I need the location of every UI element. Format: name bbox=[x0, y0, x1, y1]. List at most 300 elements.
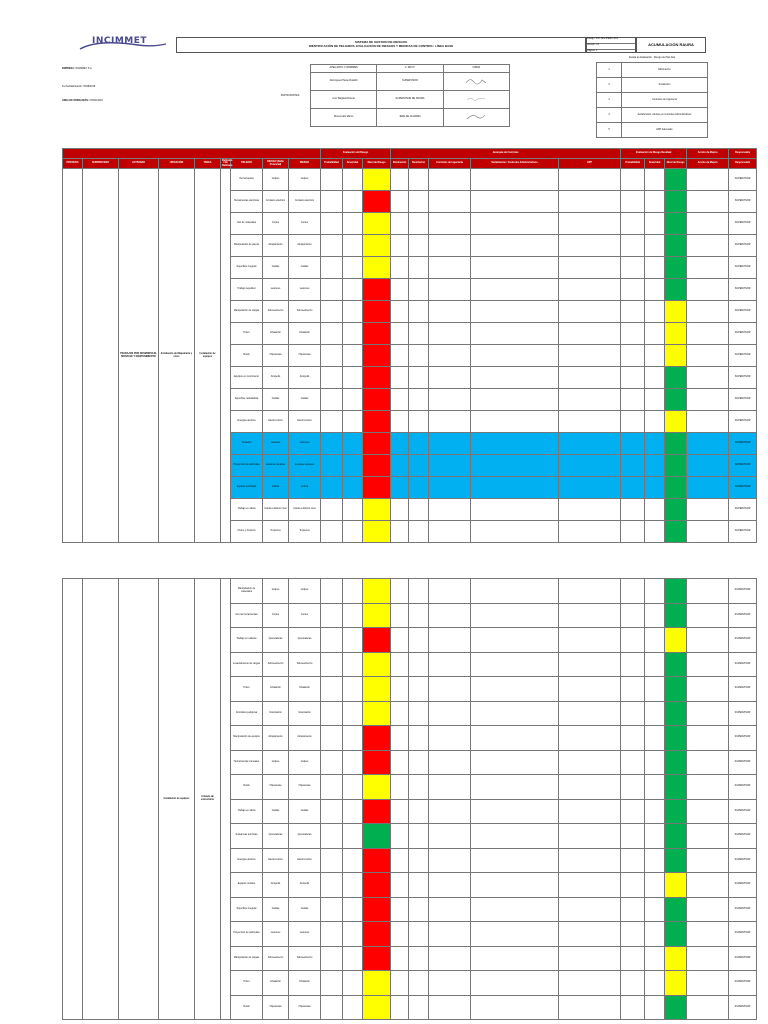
cell-ppe bbox=[559, 897, 621, 922]
cell-risk: Atrapamiento bbox=[263, 726, 289, 751]
cell-elimination bbox=[391, 775, 409, 800]
cell-engineering bbox=[429, 922, 471, 947]
cell-res-level bbox=[665, 750, 687, 775]
cell-engineering bbox=[429, 169, 471, 191]
cell-risk-type: Golpes bbox=[289, 579, 321, 604]
participant-signature bbox=[443, 91, 509, 109]
cell-probability bbox=[321, 345, 343, 367]
cell-severity bbox=[343, 257, 363, 279]
cell-risk: Atrapamiento bbox=[263, 235, 289, 257]
cell-responsible: SUPERVISOR bbox=[729, 345, 757, 367]
date-label: Fecha Elaboración: bbox=[62, 85, 83, 88]
cell-risk: Hipoacusia bbox=[263, 995, 289, 1020]
cell-engineering bbox=[429, 971, 471, 996]
cell-risk-level bbox=[363, 799, 391, 824]
cell-res-probability bbox=[621, 345, 645, 367]
area-row bbox=[62, 100, 222, 103]
cell-risk: Asfixia bbox=[263, 477, 289, 499]
cell-engineering bbox=[429, 279, 471, 301]
cell-severity bbox=[343, 579, 363, 604]
cell-probability bbox=[321, 824, 343, 849]
legend-title: Escala de Evaluación - Riesgo de Plan Alta bbox=[629, 56, 675, 59]
cell-risk-type: Cortes bbox=[289, 213, 321, 235]
cell-responsible: SUPERVISOR bbox=[729, 235, 757, 257]
cell-elimination bbox=[391, 824, 409, 849]
cell-risk-type: Hipoacusia bbox=[289, 775, 321, 800]
cell-improvement bbox=[687, 213, 729, 235]
cell-improvement bbox=[687, 477, 729, 499]
cell-probability bbox=[321, 848, 343, 873]
cell-risk: Lesiones bbox=[263, 279, 289, 301]
cell-res-severity bbox=[645, 521, 665, 543]
cell-improvement bbox=[687, 946, 729, 971]
cell-admin-controls bbox=[471, 652, 559, 677]
cell-res-probability bbox=[621, 367, 645, 389]
cell-ppe bbox=[559, 652, 621, 677]
cell-responsible: SUPERVISOR bbox=[729, 191, 757, 213]
cell-res-probability bbox=[621, 848, 645, 873]
cell-risk-level bbox=[363, 848, 391, 873]
cell-elimination bbox=[391, 628, 409, 653]
cell-substitution bbox=[409, 701, 429, 726]
cell-engineering bbox=[429, 873, 471, 898]
cell-severity bbox=[343, 521, 363, 543]
cell-probability bbox=[321, 389, 343, 411]
cell-hazard: Superficie irregular bbox=[231, 897, 263, 922]
legend-num: 1 bbox=[597, 63, 622, 78]
company-logo bbox=[78, 36, 176, 56]
cell-improvement bbox=[687, 191, 729, 213]
cell-hazard: Herramientas eléctricas bbox=[231, 191, 263, 213]
column-header: PROCESO bbox=[63, 159, 83, 169]
participant-name: Moncerrato Marco bbox=[311, 109, 377, 127]
cell-probability bbox=[321, 279, 343, 301]
cell-improvement bbox=[687, 726, 729, 751]
cell-risk-type: Inhalación bbox=[289, 677, 321, 702]
cell-ppe bbox=[559, 301, 621, 323]
cell-risk-type: Caída a distinto nivel bbox=[289, 499, 321, 521]
document-title-line1: SISTEMA DE GESTION DE RIESGOS bbox=[354, 40, 408, 45]
cell-hazard: Manipulación de equipos bbox=[231, 726, 263, 751]
group-risk-eval: Evaluación del Riesgo bbox=[321, 149, 391, 159]
cell-risk-type: Contacto eléctrico bbox=[289, 191, 321, 213]
cell-probability bbox=[321, 897, 343, 922]
cell-admin-controls bbox=[471, 677, 559, 702]
cell-improvement bbox=[687, 389, 729, 411]
cell-activity bbox=[119, 579, 159, 1020]
cell-admin-controls bbox=[471, 279, 559, 301]
column-header: Probabilidad bbox=[621, 159, 645, 169]
cell-risk-type: Sobreesfuerzo bbox=[289, 946, 321, 971]
cell-risk-type: Inhalación bbox=[289, 971, 321, 996]
cell-probability bbox=[321, 367, 343, 389]
cell-ppe bbox=[559, 824, 621, 849]
cell-responsible: SUPERVISOR bbox=[729, 301, 757, 323]
cell-elimination bbox=[391, 411, 409, 433]
cell-activity: TRABAJOS POR DESMONTAJE, MONTAJE Y MANTENIMIENTO bbox=[119, 169, 159, 543]
cell-engineering bbox=[429, 897, 471, 922]
cell-risk: Lesiones oculares bbox=[263, 455, 289, 477]
cell-admin-controls bbox=[471, 521, 559, 543]
cell-hazard: Manipulación de piezas bbox=[231, 235, 263, 257]
area-label: ÁREA DE OPERACIÓN: bbox=[62, 99, 89, 102]
cell-res-level bbox=[665, 213, 687, 235]
cell-risk: Quemaduras bbox=[263, 628, 289, 653]
participant-signature bbox=[443, 109, 509, 127]
cell-res-severity bbox=[645, 433, 665, 455]
cell-task: Armado de estructuras bbox=[195, 579, 221, 1020]
column-header: RIESGO bbox=[289, 159, 321, 169]
cell-substitution bbox=[409, 579, 429, 604]
cell-risk: Sobreesfuerzo bbox=[263, 652, 289, 677]
cell-hazard: Levantamiento de cargas bbox=[231, 652, 263, 677]
cell-elimination bbox=[391, 521, 409, 543]
cell-severity bbox=[343, 848, 363, 873]
legend-num: 4 bbox=[597, 108, 622, 123]
cell-improvement bbox=[687, 235, 729, 257]
cell-severity bbox=[343, 946, 363, 971]
cell-risk-type: Caídas bbox=[289, 257, 321, 279]
matrix-group-blank bbox=[63, 149, 321, 159]
cell-improvement bbox=[687, 345, 729, 367]
cell-res-severity bbox=[645, 677, 665, 702]
cell-risk-type: Golpes bbox=[289, 750, 321, 775]
cell-res-severity bbox=[645, 726, 665, 751]
cell-probability bbox=[321, 922, 343, 947]
cell-improvement bbox=[687, 922, 729, 947]
cell-risk-level bbox=[363, 323, 391, 345]
cell-elimination bbox=[391, 433, 409, 455]
column-header: TAREA bbox=[195, 159, 221, 169]
matrix-body-page-2 bbox=[63, 579, 757, 1020]
cell-risk: Sobreesfuerzo bbox=[263, 301, 289, 323]
cell-severity bbox=[343, 897, 363, 922]
version-line: Versión: 01 bbox=[587, 44, 635, 50]
cell-elimination bbox=[391, 652, 409, 677]
cell-improvement bbox=[687, 279, 729, 301]
cell-admin-controls bbox=[471, 367, 559, 389]
cell-severity bbox=[343, 677, 363, 702]
cell-hazard: Uso de materiales bbox=[231, 213, 263, 235]
cell-elimination bbox=[391, 603, 409, 628]
cell-risk: Lesiones bbox=[263, 922, 289, 947]
cell-res-severity bbox=[645, 257, 665, 279]
cell-res-severity bbox=[645, 235, 665, 257]
cell-substitution bbox=[409, 411, 429, 433]
cell-admin-controls bbox=[471, 946, 559, 971]
cell-admin-controls bbox=[471, 775, 559, 800]
cell-substitution bbox=[409, 873, 429, 898]
cell-routine bbox=[221, 169, 231, 543]
cell-res-level bbox=[665, 169, 687, 191]
cell-risk-type: Atropello bbox=[289, 873, 321, 898]
cell-elimination bbox=[391, 922, 409, 947]
cell-responsible: SUPERVISOR bbox=[729, 750, 757, 775]
cell-risk-type: Atropello bbox=[289, 367, 321, 389]
cell-risk: Intoxicación bbox=[263, 701, 289, 726]
cell-process bbox=[63, 169, 83, 543]
cell-engineering bbox=[429, 652, 471, 677]
cell-risk-type: Golpes bbox=[289, 169, 321, 191]
cell-ppe bbox=[559, 922, 621, 947]
cell-res-severity bbox=[645, 995, 665, 1020]
cell-improvement bbox=[687, 257, 729, 279]
cell-elimination bbox=[391, 235, 409, 257]
participant-signature bbox=[443, 73, 509, 91]
cell-probability bbox=[321, 301, 343, 323]
cell-hazard: Atmósfera peligrosa bbox=[231, 701, 263, 726]
cell-probability bbox=[321, 169, 343, 191]
cell-improvement bbox=[687, 652, 729, 677]
cell-admin-controls bbox=[471, 389, 559, 411]
cell-risk: Electrocución bbox=[263, 848, 289, 873]
cell-res-severity bbox=[645, 411, 665, 433]
cell-res-probability bbox=[621, 389, 645, 411]
cell-ppe bbox=[559, 433, 621, 455]
cell-risk: Caída a distinto nivel bbox=[263, 499, 289, 521]
cell-admin-controls bbox=[471, 824, 559, 849]
cell-substitution bbox=[409, 191, 429, 213]
cell-improvement bbox=[687, 897, 729, 922]
cell-risk-level bbox=[363, 897, 391, 922]
cell-severity bbox=[343, 367, 363, 389]
cell-res-probability bbox=[621, 701, 645, 726]
cell-ppe bbox=[559, 971, 621, 996]
group-residual: Evaluación de Riesgo Residual bbox=[621, 149, 687, 159]
cell-elimination bbox=[391, 323, 409, 345]
cell-substitution bbox=[409, 301, 429, 323]
cell-res-probability bbox=[621, 257, 645, 279]
cell-hazard: Herramientas bbox=[231, 169, 263, 191]
date-value: 25/08/2018 bbox=[83, 85, 96, 88]
cell-res-probability bbox=[621, 750, 645, 775]
cell-hazard: Ruido bbox=[231, 995, 263, 1020]
column-header: Nivel de Riesgo bbox=[665, 159, 687, 169]
cell-res-probability bbox=[621, 477, 645, 499]
cell-res-severity bbox=[645, 873, 665, 898]
column-header: Severidad bbox=[343, 159, 363, 169]
cell-improvement bbox=[687, 521, 729, 543]
table-row bbox=[63, 579, 757, 604]
cell-elimination bbox=[391, 848, 409, 873]
cell-res-level bbox=[665, 922, 687, 947]
cell-admin-controls bbox=[471, 191, 559, 213]
column-header: EPP bbox=[559, 159, 621, 169]
cell-res-probability bbox=[621, 603, 645, 628]
cell-risk-type: Asfixia bbox=[289, 477, 321, 499]
column-header: SUBPROCESO bbox=[83, 159, 119, 169]
cell-ppe bbox=[559, 677, 621, 702]
cell-substitution bbox=[409, 971, 429, 996]
legend-label: EPP Adecuado bbox=[622, 123, 708, 138]
cell-res-severity bbox=[645, 477, 665, 499]
cell-hazard: Equipos en movimiento bbox=[231, 367, 263, 389]
cell-probability bbox=[321, 677, 343, 702]
cell-engineering bbox=[429, 213, 471, 235]
cell-risk-type: Lesiones bbox=[289, 922, 321, 947]
cell-probability bbox=[321, 213, 343, 235]
cell-admin-controls bbox=[471, 995, 559, 1020]
matrix-body-page-1 bbox=[63, 169, 757, 543]
column-header: Severidad bbox=[645, 159, 665, 169]
cell-substitution bbox=[409, 628, 429, 653]
project-name: ACUMULACIÓN RAURA bbox=[636, 37, 706, 53]
cell-risk-type: Quemaduras bbox=[289, 628, 321, 653]
company-value: INCIMMET S.A. bbox=[75, 67, 93, 70]
cell-res-probability bbox=[621, 433, 645, 455]
cell-res-severity bbox=[645, 169, 665, 191]
cell-res-level bbox=[665, 824, 687, 849]
cell-risk-level bbox=[363, 775, 391, 800]
cell-responsible: SUPERVISOR bbox=[729, 824, 757, 849]
cell-risk-level bbox=[363, 499, 391, 521]
cell-res-severity bbox=[645, 191, 665, 213]
cell-elimination bbox=[391, 477, 409, 499]
cell-ppe bbox=[559, 579, 621, 604]
cell-hazard: Herramientas manuales bbox=[231, 750, 263, 775]
cell-probability bbox=[321, 603, 343, 628]
cell-severity bbox=[343, 389, 363, 411]
cell-severity bbox=[343, 301, 363, 323]
cell-substitution bbox=[409, 603, 429, 628]
cell-ppe bbox=[559, 521, 621, 543]
cell-risk-type: Lesiones oculares bbox=[289, 455, 321, 477]
cell-risk-level bbox=[363, 235, 391, 257]
column-header: Rutinaria / No Rutinaria bbox=[222, 158, 233, 167]
cell-res-severity bbox=[645, 279, 665, 301]
cell-responsible: SUPERVISOR bbox=[729, 323, 757, 345]
cell-engineering bbox=[429, 301, 471, 323]
cell-substitution bbox=[409, 433, 429, 455]
cell-res-level bbox=[665, 235, 687, 257]
cell-improvement bbox=[687, 824, 729, 849]
cell-risk-level bbox=[363, 521, 391, 543]
cell-elimination bbox=[391, 257, 409, 279]
legend-label: Sustitución bbox=[622, 78, 708, 93]
cell-res-probability bbox=[621, 799, 645, 824]
cell-responsible: SUPERVISOR bbox=[729, 521, 757, 543]
cell-severity bbox=[343, 235, 363, 257]
cell-elimination bbox=[391, 750, 409, 775]
cell-res-level bbox=[665, 433, 687, 455]
cell-risk: Caídas bbox=[263, 897, 289, 922]
cell-res-severity bbox=[645, 628, 665, 653]
cell-hazard: Energía eléctrica bbox=[231, 411, 263, 433]
cell-probability bbox=[321, 628, 343, 653]
cell-ppe bbox=[559, 848, 621, 873]
cell-improvement bbox=[687, 995, 729, 1020]
cell-risk-level bbox=[363, 946, 391, 971]
cell-responsible: SUPERVISOR bbox=[729, 701, 757, 726]
cell-risk: Inhalación bbox=[263, 677, 289, 702]
cell-responsible: SUPERVISOR bbox=[729, 652, 757, 677]
cell-risk-level bbox=[363, 873, 391, 898]
participants-col-dni: C. DNI N° bbox=[377, 65, 443, 73]
cell-res-severity bbox=[645, 345, 665, 367]
cell-probability bbox=[321, 235, 343, 257]
cell-severity bbox=[343, 477, 363, 499]
cell-risk-type: Cortes bbox=[289, 603, 321, 628]
cell-responsible: SUPERVISOR bbox=[729, 279, 757, 301]
cell-responsible: SUPERVISOR bbox=[729, 169, 757, 191]
participants-table bbox=[310, 64, 510, 127]
cell-substitution bbox=[409, 235, 429, 257]
cell-improvement bbox=[687, 848, 729, 873]
cell-elimination bbox=[391, 455, 409, 477]
cell-risk-level bbox=[363, 677, 391, 702]
cell-subprocess bbox=[83, 169, 119, 543]
cell-severity bbox=[343, 995, 363, 1020]
cell-improvement bbox=[687, 579, 729, 604]
cell-admin-controls bbox=[471, 848, 559, 873]
legend-label: Eliminación bbox=[622, 63, 708, 78]
legend-label: Señalización, Alertas y/o Controles Administrativos bbox=[622, 108, 708, 123]
cell-severity bbox=[343, 169, 363, 191]
cell-risk-type: Sobreesfuerzo bbox=[289, 652, 321, 677]
cell-substitution bbox=[409, 455, 429, 477]
cell-admin-controls bbox=[471, 213, 559, 235]
cell-engineering bbox=[429, 521, 471, 543]
cell-subprocess bbox=[83, 579, 119, 1020]
cell-responsible: SUPERVISOR bbox=[729, 213, 757, 235]
cell-res-level bbox=[665, 499, 687, 521]
cell-risk-level bbox=[363, 477, 391, 499]
cell-risk-type: Hipoacusia bbox=[289, 995, 321, 1020]
cell-improvement bbox=[687, 455, 729, 477]
cell-res-severity bbox=[645, 922, 665, 947]
cell-engineering bbox=[429, 455, 471, 477]
cell-res-level bbox=[665, 946, 687, 971]
cell-probability bbox=[321, 971, 343, 996]
cell-severity bbox=[343, 775, 363, 800]
cell-engineering bbox=[429, 257, 471, 279]
cell-substitution bbox=[409, 922, 429, 947]
cell-engineering bbox=[429, 235, 471, 257]
cell-probability bbox=[321, 433, 343, 455]
legend-num: 3 bbox=[597, 93, 622, 108]
cell-elimination bbox=[391, 367, 409, 389]
cell-hazard: Uso de herramientas bbox=[231, 603, 263, 628]
cell-severity bbox=[343, 323, 363, 345]
cell-risk-level bbox=[363, 455, 391, 477]
cell-admin-controls bbox=[471, 603, 559, 628]
cell-risk: Cortes bbox=[263, 213, 289, 235]
cell-res-severity bbox=[645, 897, 665, 922]
cell-ppe bbox=[559, 873, 621, 898]
cell-risk-level bbox=[363, 652, 391, 677]
cell-res-probability bbox=[621, 775, 645, 800]
cell-severity bbox=[343, 750, 363, 775]
cell-elimination bbox=[391, 279, 409, 301]
cell-engineering bbox=[429, 603, 471, 628]
cell-res-severity bbox=[645, 750, 665, 775]
cell-responsible: SUPERVISOR bbox=[729, 799, 757, 824]
cell-risk-type: Caídas bbox=[289, 799, 321, 824]
cell-severity bbox=[343, 213, 363, 235]
cell-probability bbox=[321, 455, 343, 477]
cell-hazard: Ruido bbox=[231, 775, 263, 800]
cell-admin-controls bbox=[471, 701, 559, 726]
cell-elimination bbox=[391, 726, 409, 751]
column-header: UBICACIÓN bbox=[159, 159, 195, 169]
cell-substitution bbox=[409, 213, 429, 235]
cell-probability bbox=[321, 873, 343, 898]
participant-role: JEFE DE GUARDIA bbox=[377, 109, 443, 127]
cell-risk-type: Intoxicación bbox=[289, 701, 321, 726]
cell-admin-controls bbox=[471, 897, 559, 922]
cell-res-probability bbox=[621, 628, 645, 653]
cell-hazard: Proyección de partículas bbox=[231, 455, 263, 477]
